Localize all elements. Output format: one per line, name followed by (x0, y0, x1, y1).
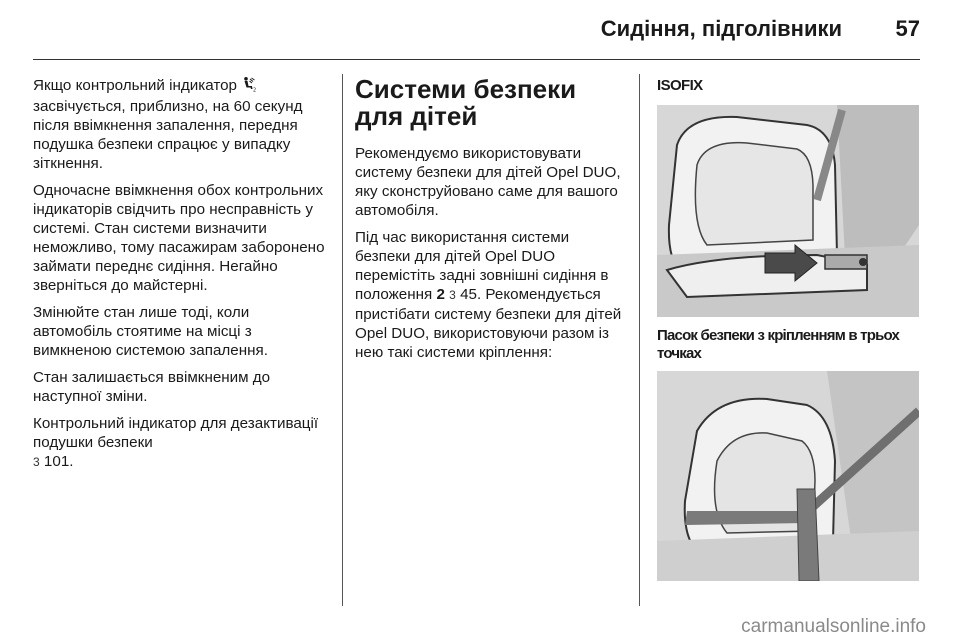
isofix-child-seat-illustration (657, 105, 919, 317)
figure-label: ISOFIX (657, 77, 703, 94)
paragraph-text[interactable]: 45. Рекомендується пристібати систему безпеки для дітей Opel DUO, використовуючи разом із нею такі системи кріплення: (355, 286, 622, 361)
middle-column (355, 76, 625, 370)
paragraph-text: Контрольний індикатор для дезактивації подушки безпеки (33, 415, 319, 451)
section-title: Сидіння, підголівники (600, 16, 842, 41)
watermark: carmanualsonline.info (741, 616, 926, 637)
page-reference-link[interactable]: 101. (43, 453, 74, 470)
seat-position-value: 2 (436, 286, 445, 303)
column-divider-left (342, 74, 343, 606)
paragraph (33, 76, 329, 173)
header-divider (33, 59, 920, 60)
figure-caption: Пасок безпеки з кріпленням в трьох точках (657, 327, 900, 362)
three-point-belt-child-seat-illustration (657, 371, 919, 581)
left-column (33, 76, 329, 480)
paragraph (355, 228, 625, 362)
paragraph: Змінюйте стан лише тоді, коли автомобіль стоятиме на місці з вимкненою системою запалення. (33, 304, 268, 359)
right-column (657, 76, 923, 581)
section-heading: Системи безпеки для дітей (355, 74, 577, 131)
page-reference-icon: 3 (449, 288, 456, 302)
paragraph-text: Якщо контрольний індикатор (33, 77, 237, 94)
paragraph: Одночасне ввімкнення обох контрольних індикаторів свідчить про несправність у системі. Стан системи визначити неможливо, тому пасажирам заборонено займати переднє сидіння. Негайно зверніться до майстерні. (33, 182, 325, 294)
seat-airbag-indicator-icon (241, 76, 257, 97)
page-number: 57 (895, 16, 920, 41)
paragraph-text: засвічується, приблизно, на 60 секунд після ввімкнення запалення, передня подушка безпеки спрацює у випадку зіткнення. (33, 98, 303, 172)
page-reference-icon: 3 (33, 455, 40, 469)
paragraph: Рекомендуємо використовувати систему безпеки для дітей Opel DUO, яку сконструйовано саме для вашого автомобіля. (355, 145, 621, 219)
paragraph-text: Під час використання системи безпеки для дітей Opel DUO перемістіть задні зовнішні сидіння в положення (355, 229, 609, 303)
paragraph (33, 414, 329, 472)
svg-text:2: 2 (253, 87, 257, 92)
column-divider-right (639, 74, 640, 606)
page-header (0, 0, 960, 60)
paragraph: Стан залишається ввімкненим до наступної зміни. (33, 369, 271, 405)
